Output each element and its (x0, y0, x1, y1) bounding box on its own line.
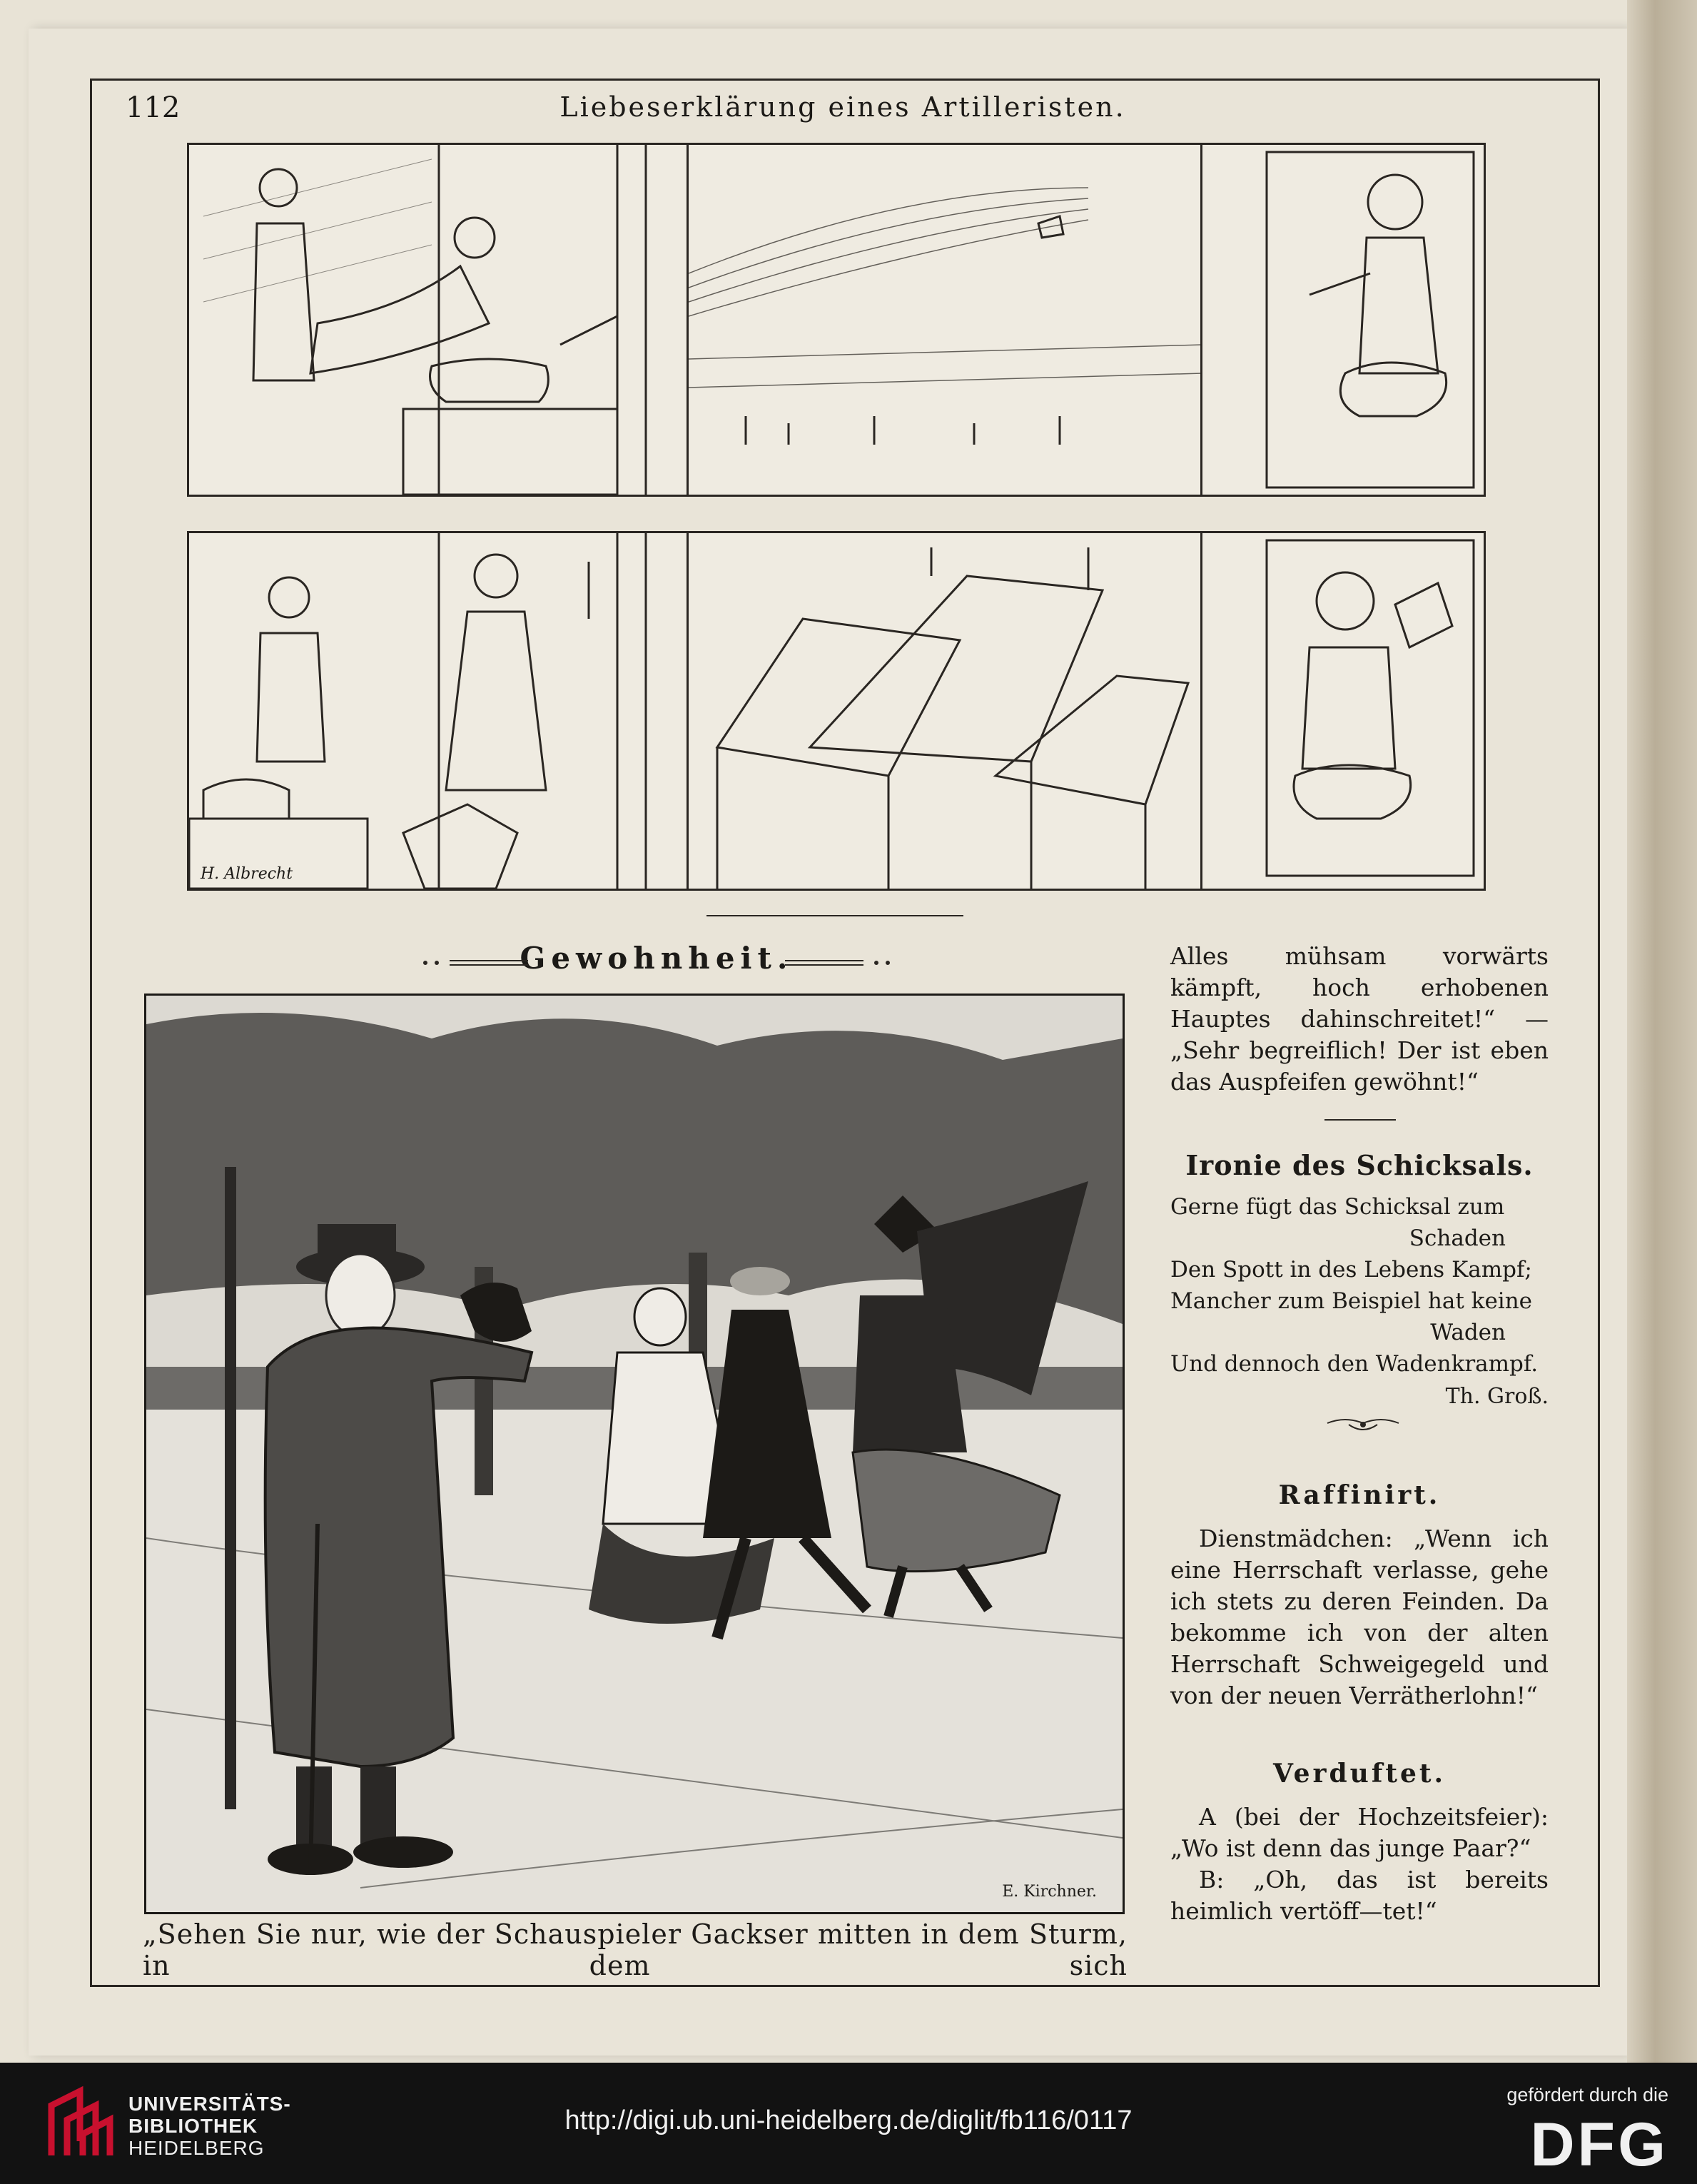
poem-author: Th. Groß. (1445, 1384, 1549, 1409)
illustration-caption: „Sehen Sie nur, wie der Schauspieler Gackser mitten in dem Sturm, in dem sich (143, 1918, 1128, 1981)
digital-collection-link[interactable]: http://digi.ub.uni-heidelberg.de/diglit/fb116/0117 (564, 2105, 1133, 2135)
comic-signature: H. Albrecht (201, 865, 293, 883)
poem-line: Waden (1430, 1320, 1506, 1345)
poem-line: Gerne fügt das Schicksal zum (1170, 1194, 1505, 1220)
comic-panel-4 (187, 531, 691, 891)
comic-panel-3 (1200, 143, 1486, 497)
section-title-gewohnheit: Gewohnheit. (520, 941, 794, 976)
rooftops-drawing (689, 533, 1202, 889)
officer-toasting-drawing (189, 533, 689, 889)
comic-panel-6 (1200, 531, 1486, 891)
page-edge (1627, 0, 1697, 2063)
funded-by-label: gefördert durch die (1506, 2084, 1668, 2105)
section-divider (706, 915, 963, 916)
section-heading (400, 941, 913, 984)
woman-with-letter-drawing (1202, 533, 1484, 889)
vignette-ornament (1320, 1415, 1406, 1436)
comic-panel-2 (687, 143, 1205, 497)
raffinirt-block (1170, 1480, 1549, 1712)
verduftet-block (1170, 1759, 1549, 1927)
institution-line: UNIVERSITÄTS- (128, 2093, 291, 2115)
poem-line: Mancher zum Beispiel hat keine (1170, 1288, 1533, 1314)
continuation-text: Alles mühsam vorwärts kämpft, hoch erhobenen Hauptes dahinschreitet!“ — „Sehr begreiflich! Der ist eben das Auspfeifen gewöhnt!“ (1170, 942, 1549, 1096)
cork-flying-over-roofs-drawing (689, 145, 1202, 495)
institution-line: HEIDELBERG (128, 2137, 265, 2159)
ornament-left (421, 958, 535, 968)
page-number: 112 (126, 91, 181, 124)
raffinirt-title: Raffinirt. (1278, 1480, 1441, 1510)
woman-at-window-drawing (1202, 145, 1484, 495)
comic-panel-1 (187, 143, 691, 497)
poem-line: Schaden (1409, 1225, 1506, 1251)
actor-walking-in-storm-drawing (146, 996, 1123, 1912)
institution-line: BIBLIOTHEK (128, 2115, 258, 2137)
officer-firing-cork-drawing (189, 145, 689, 495)
running-head (90, 91, 1596, 134)
poem-line: Und dennoch den Wadenkrampf. (1170, 1351, 1539, 1377)
storm-illustration (144, 994, 1125, 1914)
verduftet-line-a: A (bei der Hochzeitsfeier): „Wo ist denn das junge Paar?“ (1170, 1803, 1549, 1862)
column-rule-1 (1324, 1119, 1396, 1121)
comic-panel-5 (687, 531, 1205, 891)
footer-bar (0, 2063, 1697, 2184)
ornament-right (778, 958, 892, 968)
verduftet-line-b: B: „Oh, das ist bereits heimlich vertöff—tet!“ (1170, 1866, 1549, 1925)
dfg-logo: DFG (1530, 2110, 1668, 2179)
illustration-signature: E. Kirchner. (995, 1881, 1104, 1902)
poem-line: Den Spott in des Lebens Kampf; (1170, 1257, 1532, 1283)
running-title: Liebeserklärung eines Artilleristen. (559, 91, 1126, 123)
raffinirt-text: Dienstmädchen: „Wenn ich eine Herrschaft verlasse, gehe ich stets zu deren Feinden. Da bekomme ich von der alten Herrschaft Schweigegeld und von der neuen Verrätherlohn!“ (1170, 1525, 1549, 1709)
verduftet-title: Verduftet. (1272, 1759, 1447, 1789)
caption-continuation (1170, 941, 1549, 1098)
poem-block (1170, 1149, 1549, 1409)
poem-title: Ironie des Schicksals. (1185, 1149, 1534, 1181)
